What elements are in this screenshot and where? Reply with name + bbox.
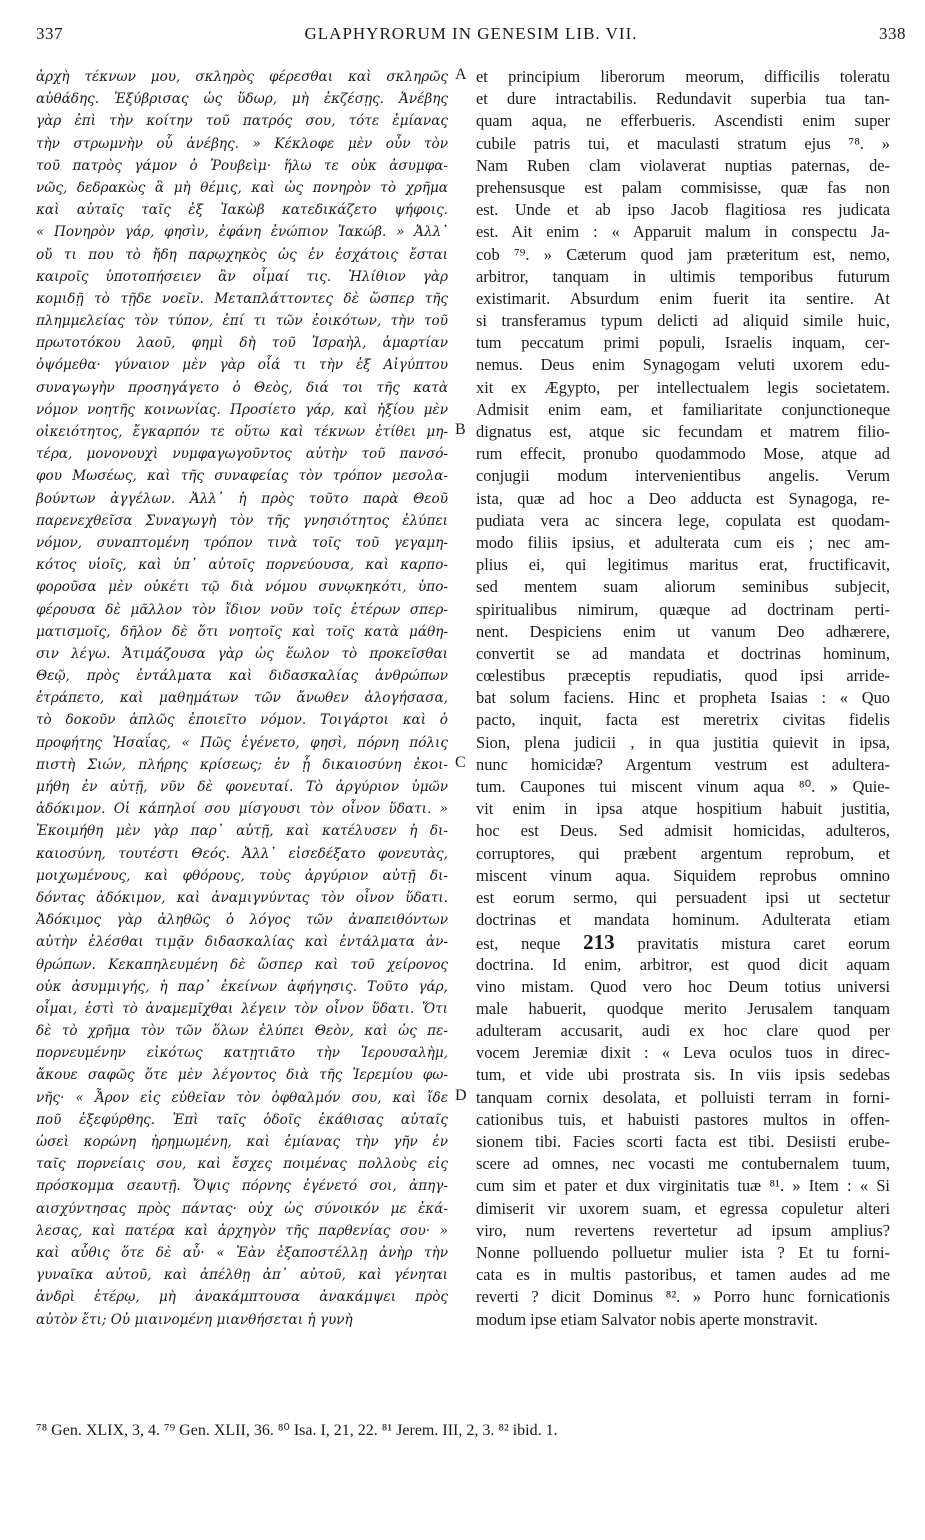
greek-text-line: « Πονηρὸν γάρ, φησὶν, ἐφάνη ἐνώπιον Ἰακώβ. » Ἀλλ᾽: [36, 224, 448, 241]
latin-text-line: pudiata vera ac sincera lege, copulata est quodam-: [476, 510, 890, 530]
greek-text-line: αὐτὴν ἑλέσθαι τιμᾷν διδασκαλίας καὶ ἐντάλματα ἀν-: [36, 934, 448, 951]
greek-text-line: θρώπων. Κεκαπηλευμένη δὲ ὥσπερ καὶ τοῦ χείρονος: [36, 956, 448, 973]
greek-text-line: φοροῦσα μὲν οὐκέτι τῷ διὰ νόμου συνῳκηκότι, ὑπο-: [36, 579, 448, 596]
greek-text-line: καὶ αὖθις ὅτε δὲ αὖ· « Ἐὰν ἐξαποστέλλῃ ἀνὴρ τὴν: [36, 1244, 448, 1261]
greek-text-line: πιστὴ Σιών, πλήρης κρίσεως; ἐν ᾗ δικαιοσύνη ἐκοι-: [36, 756, 448, 773]
latin-text-line: cata es in multis pastoribus, et tamen audes ad me: [476, 1265, 890, 1285]
latin-text-line: ista, quæ ad hoc a Deo adducta est Synagoga, re-: [476, 488, 890, 508]
latin-text-line: et principium liberorum meorum, difficilis toleratu: [476, 67, 890, 86]
greek-text-line: προφήτης Ἡσαΐας, « Πῶς ἐγένετο, φησὶ, πόρνη πόλις: [36, 734, 448, 751]
greek-text-line: ποῦ ἐξεφύρθης. Ἐπὶ ταῖς ὁδοῖς ἐκάθισας αὐταῖς: [36, 1111, 448, 1128]
latin-text-line: vino mistam. Quod vero hoc Deum totius universi: [476, 976, 890, 996]
latin-text-line: modum ipse etiam Salvator nobis aperte monstravit.: [476, 1309, 818, 1329]
greek-text-line: Θεῷ, πρὸς ἐντάλματα καὶ διδασκαλίας ἀνθρώπων: [36, 668, 448, 685]
latin-text-line: male habuerit, quodque merito Jerusalem tanquam: [476, 998, 890, 1018]
greek-text-line: πρωτοτόκου λαοῦ, φημὶ δὴ τοῦ Ἰσραὴλ, ἁμαρτίαν: [36, 335, 448, 352]
latin-text-line: arbitror, tanquam in ultimis temporibus futurum: [476, 266, 890, 286]
footnotes: ⁷⁸ Gen. XLIX, 3, 4. ⁷⁹ Gen. XLII, 36. ⁸⁰ Isa. I, 21, 22. ⁸¹ Jerem. III, 2, 3. ⁸² ibid. 1.: [36, 1422, 558, 1439]
latin-text-line: Nonne polluendo polluetur mulier ista ? Et tu forni-: [476, 1242, 890, 1262]
greek-text-line: ἀνδρὶ ἑτέρῳ, μὴ ἀνακάμπτουσα ἀνακάμψει πρὸς: [36, 1289, 448, 1306]
latin-text-line: est eorum sermo, qui persuadent ipsi ut sectetur: [476, 887, 890, 907]
latin-text-line: conjugii modum intervenientibus angelis. Verum: [476, 466, 890, 486]
greek-text-line: δὲ τὸ χρῆμα τὸν τῶν ὅλων ἐλύπει Θεὸν, καὶ ὡς πε-: [36, 1023, 448, 1040]
greek-text-line: αὐθάδης. Ἐξύβρισας ὡς ὕδωρ, μὴ ἐκζέσῃς. Ἀνέβης: [36, 91, 448, 108]
latin-text-line: corruptores, qui præbent argentum reprobum, et: [476, 843, 890, 863]
latin-text-line: adulteram accusarit, audi ex hoc clare quod per: [476, 1021, 890, 1041]
latin-text-line: cœlestibus præceptis repudiatis, quod ipsi arride-: [476, 666, 890, 686]
latin-text-line: pacto, inquit, facta est meretrix civitas fidelis: [476, 710, 890, 730]
latin-text-line: tum, et vide ubi prostrata sis. In viis ipsis sedebas: [476, 1065, 890, 1085]
latin-text-line: Nam Ruben clam violaverat nuptias paternas, de-: [476, 155, 890, 175]
greek-text-line: αισχύντησας πρὸς πάντας· οὐχ ὡς σύνοικόν με ἐκά-: [36, 1200, 448, 1217]
latin-text-line: nemus. Deus enim Synagogam veluti uxorem edu-: [476, 355, 890, 375]
latin-text-line: modo filiis ipsius, et adulterata cum eis ; nec am-: [476, 532, 890, 552]
greek-text-line: καὶ αὐταῖς ταῖς ἐξ Ἰακὼβ κατεδικάζετο ψήφοις.: [36, 202, 448, 219]
greek-text-line: Ἀδόκιμος γὰρ ἀληθῶς ὁ λόγος τῶν ἀναπειθόντων: [36, 912, 448, 929]
greek-text-line: γὰρ ἐπὶ τὴν κοίτην τοῦ πατρός σου, τότε ἐμίανας: [36, 113, 448, 130]
latin-text-line: plius ei, qui legitimus maritus erat, fructificavit,: [476, 555, 890, 575]
greek-text-line: αὐτὸν ἔτι; Οὐ μιαινομένη μιανθήσεται ἡ γυνὴ: [36, 1311, 353, 1328]
greek-text-line: ὀψόμεθα· γύναιον μὲν γὰρ οἷά τι τὴν ἐξ Αἰγύπτου: [36, 357, 448, 374]
latin-text-line: tanquam cornix desolata, et polluisti terram in forni-: [476, 1087, 890, 1107]
greek-text-line: τὴν στρωμνὴν οὗ ἀνέβης. » Κέκλοφε μὲν οὖν τὸν: [36, 135, 448, 152]
latin-text-line: est. Ait enim : « Apparuit malum in conspectu Ja-: [476, 222, 890, 242]
greek-text-line: κομιδῇ τὸ τῇδε νοεῖν. Μεταπλάττοντες δὲ ὥσπερ τῆς: [36, 290, 448, 307]
greek-text-line: ματισμοῖς, δῆλον δὲ ὅτι νοητοῖς καὶ τοῖς κατὰ μάθη-: [36, 623, 448, 640]
latin-text-line: miscent vinum aqua. Siquidem reprobus omnino: [476, 865, 890, 885]
latin-text-line: cubile patris tui, et maculasti stratum ejus ⁷⁸. »: [476, 133, 890, 153]
latin-text-fragment: est, neque: [476, 934, 584, 954]
margin-marker-a: A: [455, 66, 467, 83]
greek-column: [36, 66, 448, 1331]
original-page-number: 213: [583, 931, 615, 954]
greek-text-line: φου Μωσέως, καὶ τῆς συναφείας τὸν τρόπον μεσολα-: [36, 468, 448, 485]
greek-text-line: καιοσύνη, τουτέστι Θεός. Ἀλλ᾽ εἰσεδέξατο φονευτὰς,: [36, 845, 448, 862]
greek-text-line: ὡσεὶ κορώνη ἠρημωμένη, καὶ ἐμίανας τὴν γῆν ἐν: [36, 1134, 448, 1150]
greek-text-line: τοῦ πατρὸς γάμον ὁ Ῥουβεὶμ· ἥλω τε οὐκ ἀσυμφα-: [36, 157, 448, 174]
latin-text-line: reverti ? dicit Dominus ⁸². » Porro hunc fornicationis: [476, 1287, 890, 1307]
greek-text-line: οὔ τι που τὸ ἤδη παρῳχηκὸς ὡς ἐν ἐσχάτοις ἔσται: [36, 246, 448, 263]
greek-text-line: οἰκειότητος, ἔγκαρπόν τε οὕτω καὶ τέκνων ἐτίθει μη-: [36, 424, 448, 440]
greek-text-line: νῆς· « Ἆρον εἰς εὐθεῖαν τὸν ὀφθαλμόν σου, καὶ ἴδε: [36, 1089, 448, 1106]
greek-text-line: ἀρχὴ τέκνων μου, σκληρὸς φέρεσθαι καὶ σκληρῶς: [36, 69, 448, 85]
latin-text-line: dignatus est, atque sic fecundam et matrem filio-: [476, 422, 890, 441]
greek-text-line: κότος υἱοῖς, καὶ ὑπ᾽ αὐτοῖς πορνεύουσα, καὶ καρπο-: [36, 557, 448, 574]
latin-text-line: nunc homicidæ? Argentum vestrum est adultera-: [476, 754, 890, 774]
latin-text-line: doctrina. Id enim, arbitror, est quod dicit aquam: [476, 954, 890, 974]
latin-text-line: viro, num revertens revertetur ad ipsum amplius?: [476, 1220, 890, 1240]
greek-text-line: νόμον νοητῆς κοινωνίας. Προσίετο γάρ, καὶ ἠξίου μὲν: [36, 401, 448, 418]
latin-text-line: cationibus tuis, et habuisti pastores multos in offen-: [476, 1109, 890, 1129]
greek-text-line: μοιχωμένους, καὶ φθόρους, τοὺς ἀργύριον αὐτῇ δι-: [36, 867, 448, 884]
page-header: [36, 24, 906, 50]
latin-text-line: rum effecit, pronubo quodammodo Mose, atque ad: [476, 444, 890, 464]
greek-text-line: οἶμαι, ἐστὶ τὸ ἀναμεμῖχθαι λέγειν τὸν οἶνον ὕδατι. Ὅτι: [36, 1000, 448, 1017]
greek-text-line: πορνευμένην εἰκότως κατῃτιᾶτο τὴν Ἱερουσαλὴμ,: [36, 1045, 448, 1062]
greek-text-line: ἐτράπετο, καὶ μαθημάτων τῶν ἄνωθεν ἀλογήσασα,: [36, 690, 448, 707]
greek-text-line: νῶς, δεδρακὼς ἃ μὴ θέμις, καὶ ὡς πονηρὸν τὸ χρῆμα: [36, 179, 448, 196]
greek-text-line: φέρουσα δὲ μᾶλλον τὸν ἴδιον νοῦν τοῖς ἑτέρων σπερ-: [36, 601, 448, 618]
latin-text-line: [476, 931, 890, 953]
latin-text-line: sed mentem suam aliorum seminibus subjecit,: [476, 577, 890, 597]
latin-text-line: est. Unde et ab ipso Jacob flagitiosa res judicata: [476, 200, 890, 220]
greek-text-line: τὸ δοκοῦν ἁπλῶς ἐποιεῖτο νόμον. Τοιγάρτοι καὶ ὁ: [36, 712, 448, 729]
latin-text-line: doctrinas et mandata hominum. Adulterata etiam: [476, 910, 890, 930]
greek-text-line: καιροῖς ὑποτοπήσειεν ἂν οἶμαί τις. Ἠλίθιον γὰρ: [36, 268, 448, 285]
latin-text-line: si transferamus typum delicti ad aliquid simile huic,: [476, 311, 890, 331]
latin-text-line: cob ⁷⁹. » Cæterum quod jam præteritum est, nemo,: [476, 244, 890, 264]
latin-text-line: Admisit enim eam, et familiaritate conjunctioneque: [476, 399, 890, 419]
latin-text-line: spiritualibus nimirum, quæque ad doctrinam perti-: [476, 599, 890, 619]
running-title: GLAPHYRORUM IN GENESIM LIB. VII.: [304, 24, 638, 43]
latin-text-line: vit enim in ipsa atque hospitium habuit justitia,: [476, 799, 890, 819]
latin-text-line: existimarit. Absurdum enim fuerit ita sentire. At: [476, 288, 890, 308]
left-page-number: 337: [36, 24, 63, 43]
latin-text-line: prehensusque est palam commisisse, quæ fas non: [476, 177, 890, 197]
greek-text-line: γυναῖκα αὐτοῦ, καὶ ἀπέλθῃ ἀπ᾽ αὐτοῦ, καὶ γένηται: [36, 1267, 448, 1284]
latin-text-line: vocem Jeremiæ dixit : « Leva oculos tuos in direc-: [476, 1043, 890, 1063]
latin-text-line: bat solum faciens. Hinc et propheta Isaias : « Quo: [476, 688, 890, 708]
greek-text-line: πρόσκομμα σεαυτῇ. Ὄψις πόρνης ἐγένετό σοι, ἀπηγ-: [36, 1178, 448, 1195]
greek-text-line: σιν λέγω. Ἀτιμάζουσα γὰρ ὡς ἕωλον τὸ προκεῖσθαι: [36, 645, 448, 662]
greek-text-line: δόντας ἀδόκιμον, καὶ ἀναμιγνύντας τὸν οἶνον ὕδατι.: [36, 889, 448, 906]
greek-text-line: νόμον, συναπτομένη τρόπον τινὰ τοῖς τοῦ γεγαμη-: [36, 534, 448, 551]
greek-text-line: τέρα, μονονουχὶ νυμφαγωγοῦντος αὐτὴν τοῦ πανσό-: [36, 446, 448, 463]
greek-text-line: οὐκ ἀσυμμιγής, ἡ παρ᾽ ἐκείνων ἀφήγησις. Τοῦτο γάρ,: [36, 978, 448, 995]
greek-text-line: ἄκουε σαφῶς ὅτε μὲν λέγοντος διὰ τῆς Ἱερεμίου φω-: [36, 1067, 448, 1084]
greek-text-line: μήθη ἐν αὐτῇ, νῦν δὲ φονευταί. Τὸ ἀργύριον ὑμῶν: [36, 779, 448, 795]
latin-text-line: dimiserit vir uxorem suam, et egressa copuletur alteri: [476, 1198, 890, 1218]
latin-text-line: tum. Caupones tui miscent vinum aqua ⁸⁰. » Quie-: [476, 777, 890, 796]
latin-text-line: Sion, plena judicii , in qua justitia quievit in ipsa,: [476, 732, 890, 752]
latin-text-line: scere ad omnes, nec vocasti me contubernalem tuum,: [476, 1154, 890, 1174]
greek-text-line: παρενεχθεῖσα Συναγωγὴ τὸν τῆς γνησιότητος ἐλύπει: [36, 512, 448, 529]
margin-marker-c: C: [455, 754, 466, 771]
latin-text-line: sionem tibi. Facies scorti facta est tibi. Desiisti erube-: [476, 1132, 890, 1151]
latin-text-line: convertit se ad mandata et doctrinas hominum,: [476, 643, 890, 663]
latin-text-line: xit ex Ægypto, per intellectualem legis societatem.: [476, 377, 890, 397]
latin-column: [476, 66, 890, 1331]
greek-text-line: πλημμελείας τὸν τύπον, ἐπί τι τῶν ἐοικότων, τὴν τοῦ: [36, 313, 448, 330]
greek-text-line: ταῖς πορνείαις σου, καὶ ἔσχες ποιμένας πολλοὺς εἰς: [36, 1156, 448, 1173]
latin-text-line: quam aqua, ne efferbueris. Ascendisti enim super: [476, 111, 890, 131]
latin-text-line: tum peccatum primi populi, Israelis inquam, cer-: [476, 333, 890, 353]
greek-text-line: λεσας, καὶ πατέρα καὶ ἀρχηγὸν τῆς παρθενίας σου· »: [36, 1222, 448, 1239]
greek-text-line: βούντων ἀγγέλων. Ἀλλ᾽ ἡ πρὸς τοῦτο παρὰ Θεοῦ: [36, 490, 448, 507]
latin-text-line: nent. Despiciens enim ut vanum Deo adhærere,: [476, 621, 890, 641]
latin-text-line: et dure intractabilis. Redundavit superbia tua tan-: [476, 89, 890, 109]
margin-marker-d: D: [455, 1087, 467, 1104]
greek-text-line: Ἐκοιμήθη μὲν γὰρ παρ᾽ αὐτῇ, καὶ κατέλυσεν ἡ δι-: [36, 823, 448, 840]
latin-text-line: hoc est Deus. Sed admisit homicidas, adulteros,: [476, 821, 890, 841]
right-page-number: 338: [879, 24, 906, 43]
latin-text-fragment: pravitatis mistura caret eorum: [614, 934, 890, 954]
greek-text-line: συναγωγὴν προσηγάγετο ὁ Θεὸς, διά τοι τῆς κατὰ: [36, 379, 448, 396]
greek-text-line: ἀδόκιμον. Οἱ κάπηλοί σου μίσγουσι τὸν οἶνον ὕδατι. »: [36, 801, 448, 818]
latin-text-line: cum sim et pater et dux virginitatis tuæ ⁸¹. » Item : « Si: [476, 1176, 890, 1196]
margin-marker-b: B: [455, 421, 466, 438]
